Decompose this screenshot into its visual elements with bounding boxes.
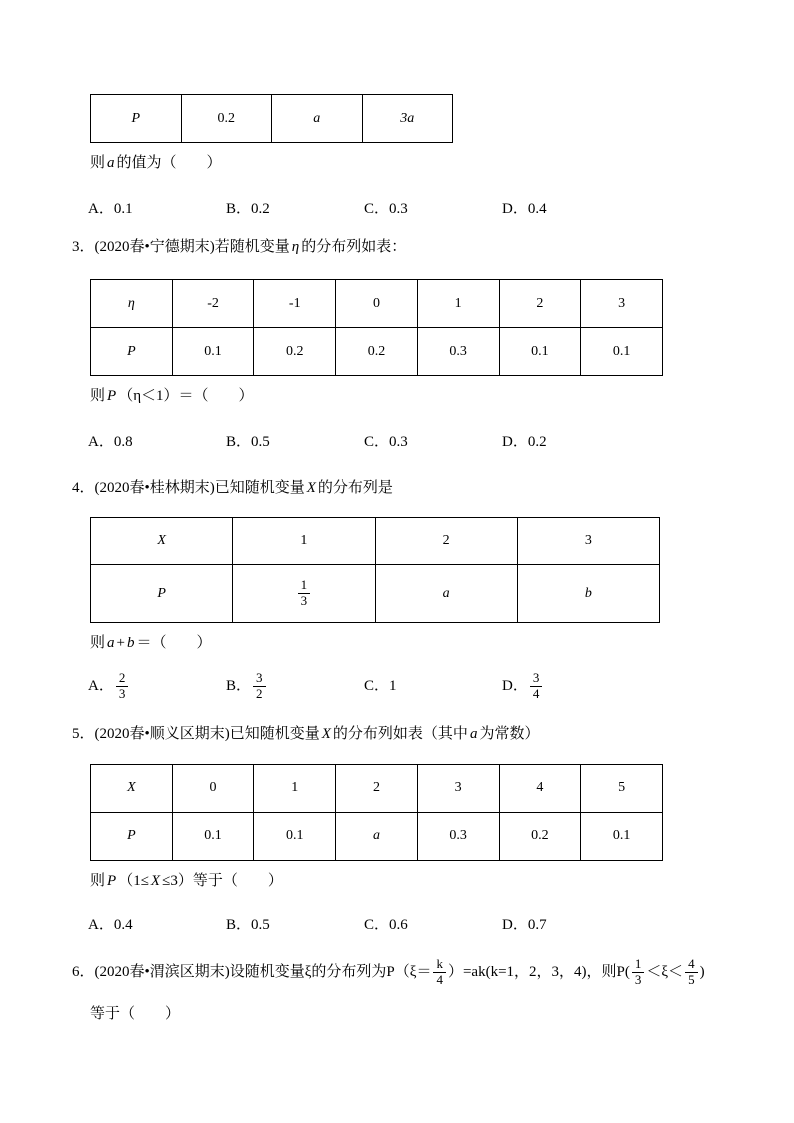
table-cell: a bbox=[272, 95, 363, 143]
table-cell: P bbox=[91, 95, 182, 143]
table-cell: 0.2 bbox=[254, 328, 336, 376]
option-c: C．0.3 bbox=[364, 434, 408, 450]
table-cell: 0.2 bbox=[499, 812, 581, 860]
table-row bbox=[91, 764, 663, 812]
fraction bbox=[685, 957, 698, 988]
distribution-table-q5 bbox=[90, 764, 663, 861]
table-cell: P bbox=[91, 812, 173, 860]
header-text: 为常数） bbox=[479, 725, 540, 742]
table-cell: -1 bbox=[254, 280, 336, 328]
table-cell: η bbox=[91, 280, 173, 328]
table-cell: 3a bbox=[362, 95, 453, 143]
options-row-q3 bbox=[88, 432, 724, 452]
distribution-table-q2 bbox=[90, 94, 453, 143]
prompt-text: 则 bbox=[90, 872, 106, 889]
table-cell: 3 bbox=[417, 764, 499, 812]
table-cell: 0.2 bbox=[336, 328, 418, 376]
fraction bbox=[116, 671, 129, 702]
table-row bbox=[91, 95, 453, 143]
header-text: 的分布列如表（其中 bbox=[332, 725, 468, 742]
fraction-numerator: 3 bbox=[256, 670, 263, 685]
question-6-text-line2: 等于（ ） bbox=[90, 1005, 181, 1022]
table-cell: 2 bbox=[336, 764, 418, 812]
prompt-text: ≤3）等于（ ） bbox=[162, 872, 283, 889]
table-cell: 0.1 bbox=[499, 328, 581, 376]
option-label: D． bbox=[502, 678, 528, 695]
answer-prompt-q3 bbox=[90, 386, 724, 406]
fraction-numerator: 1 bbox=[300, 577, 308, 593]
table-cell: 2 bbox=[375, 518, 517, 565]
prompt-text: 则 bbox=[90, 635, 106, 651]
variable: b bbox=[126, 635, 135, 651]
fraction bbox=[298, 578, 311, 609]
fraction-numerator: 4 bbox=[688, 955, 695, 971]
table-cell: 0 bbox=[336, 280, 418, 328]
variable: X bbox=[150, 872, 161, 889]
answer-prompt-q5 bbox=[90, 871, 724, 891]
option-b: B．0.2 bbox=[226, 201, 270, 217]
question-3-header bbox=[72, 237, 724, 257]
table-cell: 4 bbox=[499, 764, 581, 812]
option-label: A． bbox=[88, 678, 114, 695]
answer-prompt-q4 bbox=[90, 633, 724, 653]
variable: P bbox=[107, 388, 117, 404]
header-text: 的分布列是 bbox=[317, 480, 393, 496]
option-a bbox=[88, 671, 226, 702]
option-label: C．1 bbox=[364, 678, 397, 695]
fraction bbox=[433, 957, 446, 988]
fraction bbox=[253, 671, 266, 702]
option-d: D．0.2 bbox=[502, 434, 547, 450]
question-4 bbox=[72, 478, 724, 702]
variable: a bbox=[107, 635, 115, 651]
table-cell: X bbox=[91, 518, 233, 565]
variable: X bbox=[306, 480, 316, 496]
table-cell: 0.2 bbox=[181, 95, 272, 143]
table-cell: 3 bbox=[517, 518, 659, 565]
fraction-numerator: 3 bbox=[532, 670, 540, 685]
table-row bbox=[91, 812, 663, 860]
table-cell: a bbox=[336, 812, 418, 860]
fraction bbox=[632, 957, 645, 988]
table-cell: 0.1 bbox=[172, 328, 254, 376]
table-cell: 2 bbox=[499, 280, 581, 328]
table-row bbox=[91, 280, 663, 328]
option-a: A．0.8 bbox=[88, 434, 133, 450]
distribution-table-q3 bbox=[90, 279, 663, 376]
option-d bbox=[502, 671, 544, 702]
fraction-denominator: 3 bbox=[632, 972, 645, 988]
table-cell: b bbox=[517, 565, 659, 623]
question-4-header bbox=[72, 478, 724, 498]
header-text: 的分布列如表： bbox=[301, 239, 407, 255]
table-cell: 3 bbox=[581, 280, 663, 328]
option-c: C．0.3 bbox=[364, 201, 408, 217]
fraction-denominator: 3 bbox=[298, 593, 311, 609]
fraction-denominator: 4 bbox=[433, 972, 446, 988]
fraction-denominator: 4 bbox=[530, 686, 543, 702]
variable: a bbox=[107, 155, 115, 171]
option-d: D．0.7 bbox=[502, 916, 547, 933]
variable: η bbox=[291, 239, 300, 255]
table-cell: 0.3 bbox=[417, 328, 499, 376]
question-6 bbox=[72, 957, 724, 1024]
table-cell: 1 bbox=[233, 518, 375, 565]
fraction-denominator: 3 bbox=[116, 686, 129, 702]
option-c bbox=[364, 676, 502, 696]
fraction-denominator: 5 bbox=[685, 972, 698, 988]
prompt-text: 则 bbox=[90, 388, 106, 404]
header-text: 5．(2020春•顺义区期末)已知随机变量 bbox=[72, 725, 320, 742]
table-cell: a bbox=[375, 565, 517, 623]
table-cell: P bbox=[91, 565, 233, 623]
fraction-numerator: 1 bbox=[634, 955, 642, 971]
fraction-denominator: 2 bbox=[253, 686, 266, 702]
table-row bbox=[91, 328, 663, 376]
table-cell: 0.1 bbox=[254, 812, 336, 860]
table-cell: 1 bbox=[254, 764, 336, 812]
table-row bbox=[91, 565, 660, 623]
option-b bbox=[226, 671, 364, 702]
prompt-text: ＝（ ） bbox=[136, 635, 212, 651]
variable: X bbox=[321, 725, 331, 742]
fraction-numerator: 2 bbox=[118, 670, 126, 685]
options-row-q2 bbox=[88, 199, 724, 219]
prompt-text: （η＜1）＝（ ） bbox=[118, 388, 254, 404]
question-3 bbox=[72, 237, 724, 452]
table-cell: 5 bbox=[581, 764, 663, 812]
prompt-text: （1≤ bbox=[118, 872, 149, 889]
option-c: C．0.6 bbox=[364, 916, 408, 933]
distribution-table-q4 bbox=[90, 517, 660, 623]
text-segment: ) bbox=[699, 963, 705, 980]
variable: P bbox=[107, 872, 117, 889]
prompt-text: 则 bbox=[90, 155, 106, 171]
text-segment: ）=ak(k=1，2，3，4)，则P( bbox=[447, 963, 630, 980]
header-text: 3．(2020春•宁德期末)若随机变量 bbox=[72, 239, 290, 255]
option-b: B．0.5 bbox=[226, 434, 270, 450]
header-text: 4．(2020春•桂林期末)已知随机变量 bbox=[72, 480, 305, 496]
table-cell: -2 bbox=[172, 280, 254, 328]
options-row-q4 bbox=[88, 671, 724, 702]
question-6-text bbox=[72, 957, 724, 988]
option-a: A．0.4 bbox=[88, 916, 133, 933]
answer-prompt-q2 bbox=[90, 153, 724, 173]
option-label: B． bbox=[226, 678, 252, 695]
text-segment: ＜ξ＜ bbox=[646, 963, 684, 980]
question-2-continuation bbox=[72, 94, 724, 219]
table-cell bbox=[233, 565, 375, 623]
table-cell: 0.3 bbox=[417, 812, 499, 860]
table-cell: 0.1 bbox=[581, 328, 663, 376]
fraction-numerator: k bbox=[436, 955, 443, 971]
table-row bbox=[91, 518, 660, 565]
option-a: A．0.1 bbox=[88, 201, 133, 217]
table-cell: P bbox=[91, 328, 173, 376]
text-segment: 6．(2020春•渭滨区期末)设随机变量ξ的分布列为P（ξ＝ bbox=[72, 963, 432, 980]
table-cell: 0.1 bbox=[581, 812, 663, 860]
table-cell: X bbox=[91, 764, 173, 812]
fraction bbox=[530, 671, 543, 702]
option-b: B．0.5 bbox=[226, 916, 270, 933]
question-5 bbox=[72, 724, 724, 935]
variable: a bbox=[469, 725, 478, 742]
table-cell: 1 bbox=[417, 280, 499, 328]
table-cell: 0 bbox=[172, 764, 254, 812]
option-d: D．0.4 bbox=[502, 201, 547, 217]
prompt-text: 的值为（ ） bbox=[116, 155, 222, 171]
prompt-text: + bbox=[116, 635, 125, 651]
question-5-header bbox=[72, 724, 724, 744]
table-cell: 0.1 bbox=[172, 812, 254, 860]
options-row-q5 bbox=[88, 915, 724, 935]
